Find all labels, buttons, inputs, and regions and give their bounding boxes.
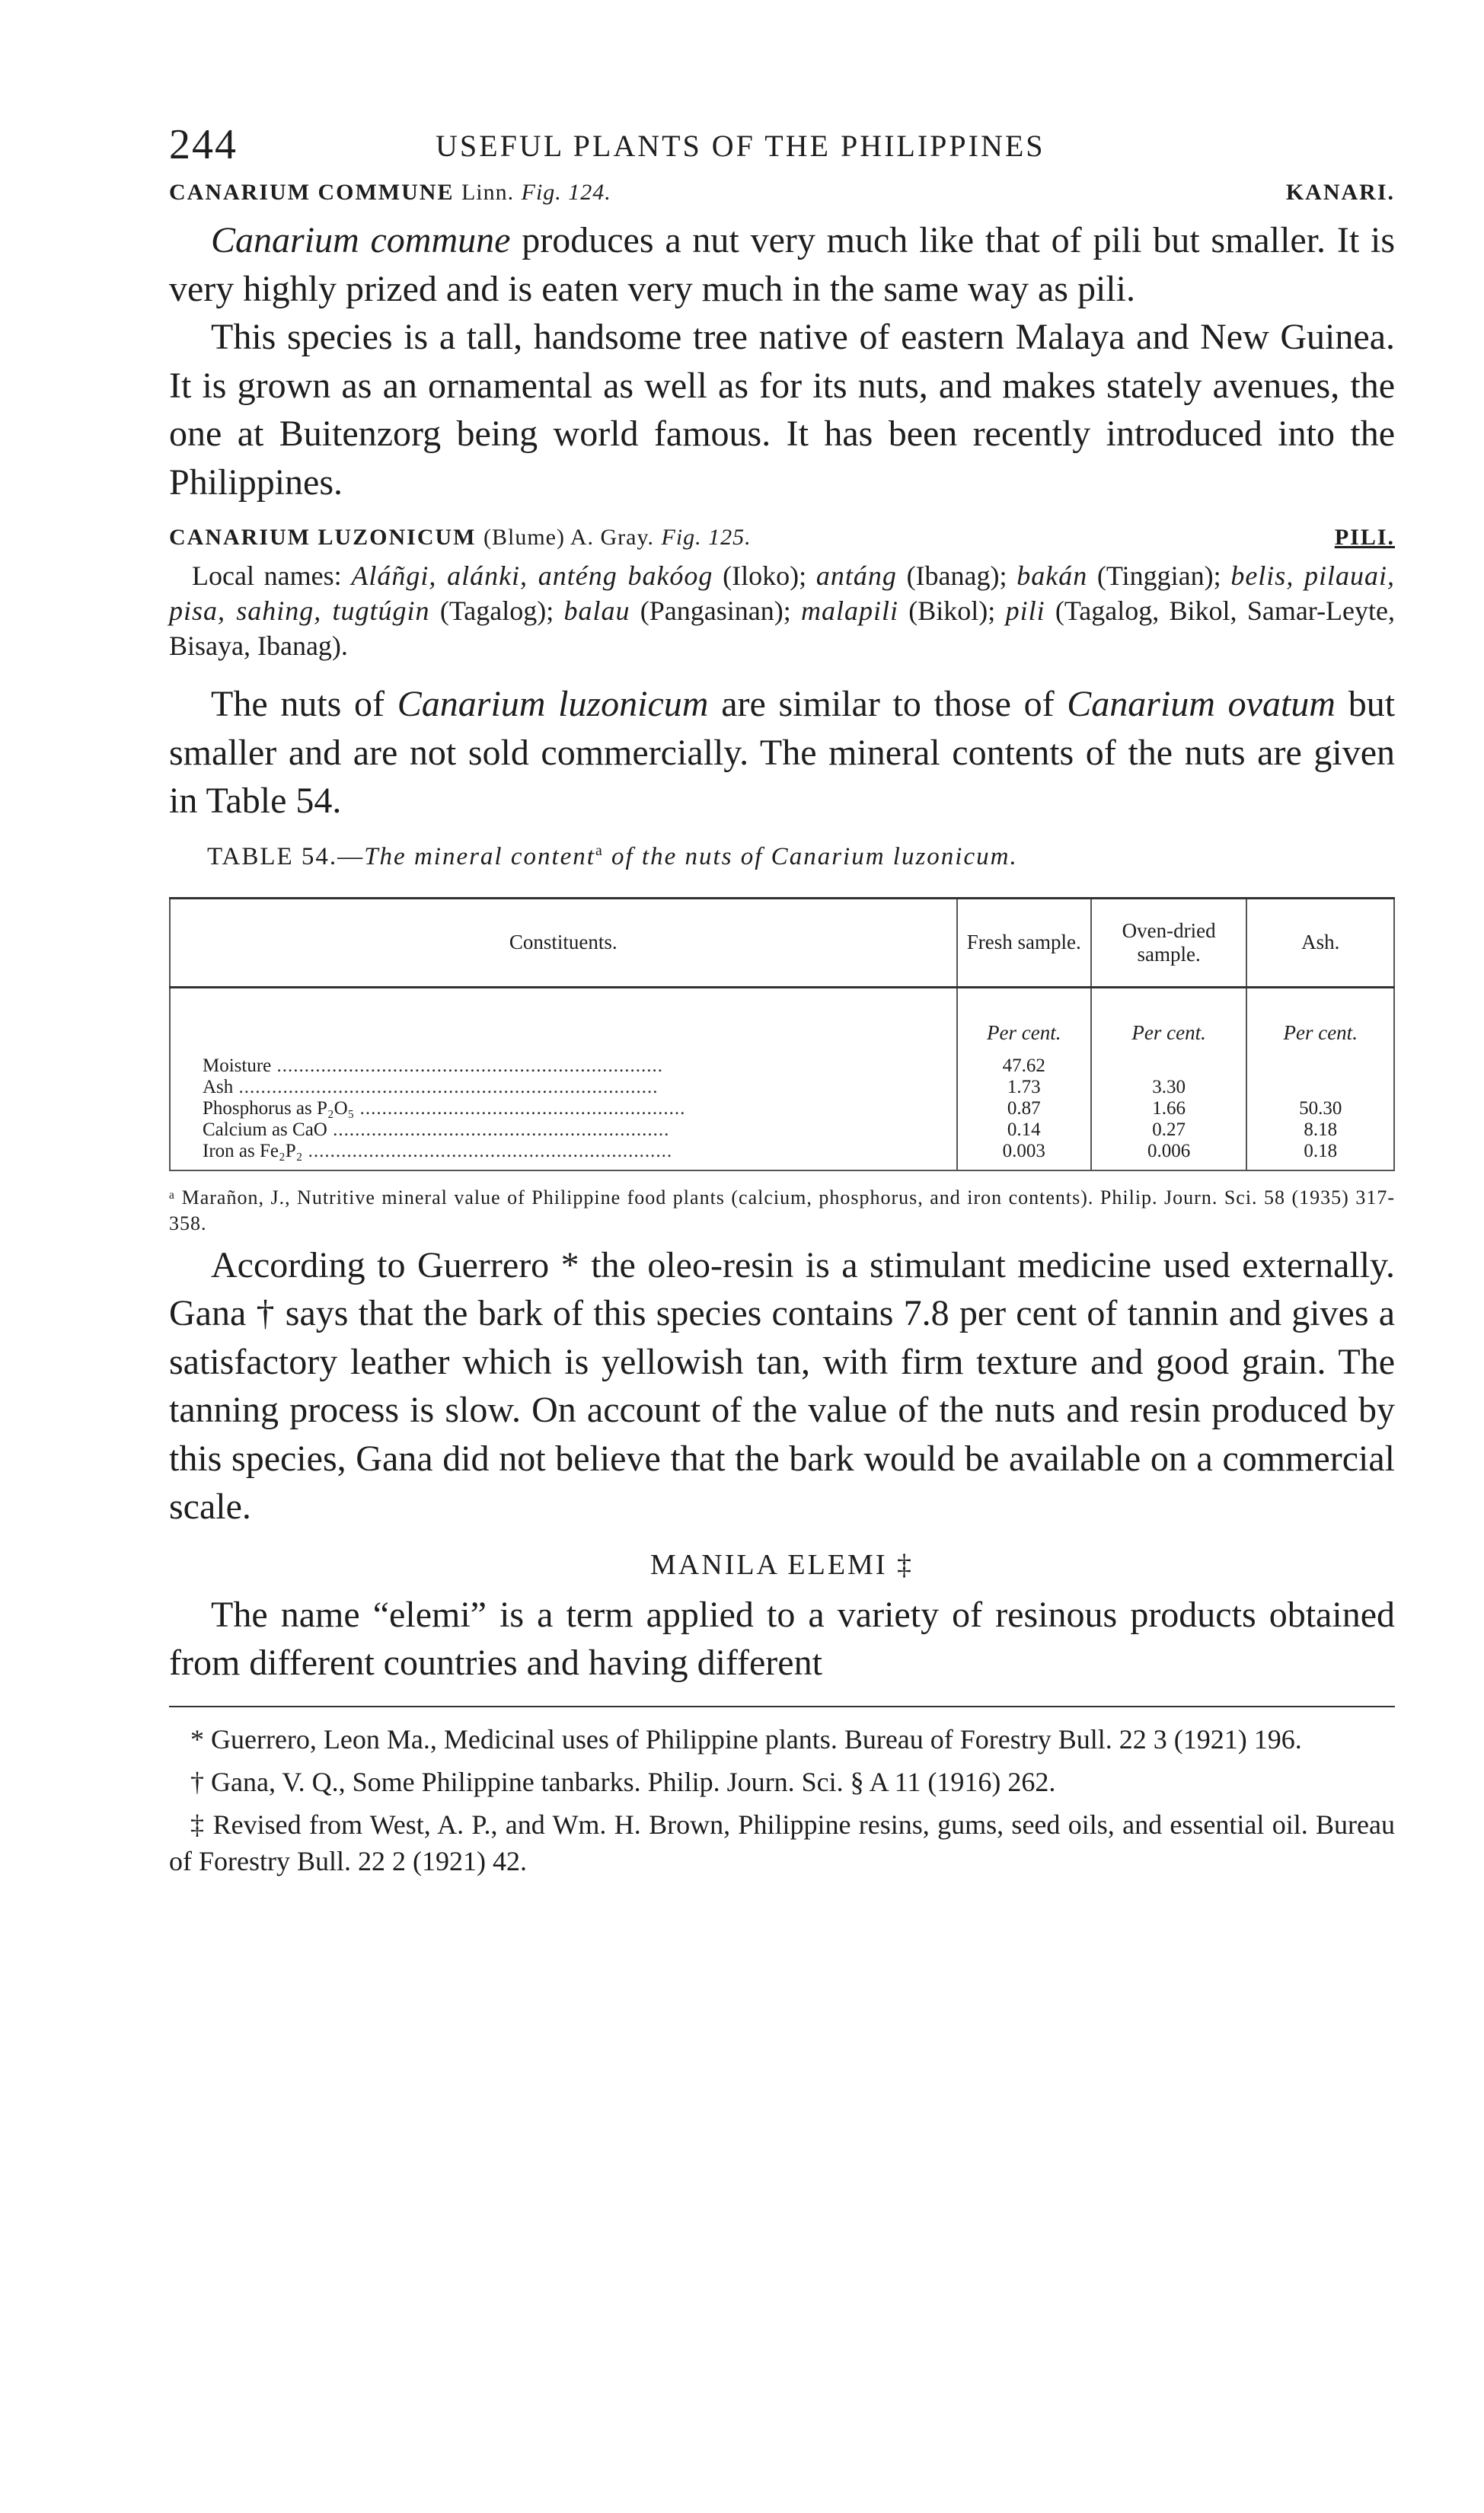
running-title: USEFUL PLANTS OF THE PHILIPPINES <box>436 129 1045 163</box>
footnote: * Guerrero, Leon Ma., Medicinal uses of Philippine plants. Bureau of Forestry Bull. 22 3 (1921) 196. <box>190 1723 1302 1755</box>
table-header-row <box>170 898 1394 987</box>
figure-reference: Fig. 125. <box>661 525 752 550</box>
section-title: MANILA ELEMI ‡ <box>650 1548 914 1581</box>
paragraph: The name “elemi” is a term applied to a variety of resinous products obtained from different countries and having different <box>169 1594 1395 1683</box>
document-page <box>169 107 1395 1879</box>
table-row: Calcium as CaO ............................................................. 0.14 0.27 8.18 <box>170 1119 1394 1141</box>
figure-reference: Fig. 124. <box>521 180 611 205</box>
footnote: ‡ Revised from West, A. P., and Wm. H. Brown, Philippine resins, gums, seed oils, and essential oil. Bureau of Forestry Bull. 22 2 (1921) 42. <box>169 1809 1395 1876</box>
units-row: Per cent. Per cent. Per cent. <box>170 987 1394 1055</box>
table-caption: TABLE 54.—The mineral content$^a$ of the nuts of Canarium luzonicum. <box>207 841 1018 870</box>
column-header: Fresh sample. <box>957 898 1091 987</box>
paragraph: Canarium commune produces a nut very much like that of pili but smaller. It is very highly prized and is eaten very much in the same way as pili. <box>169 220 1395 309</box>
paragraph: The nuts of Canarium luzonicum are similar to those of Canarium ovatum but smaller and are not sold commercially. The mineral contents of the nuts are given in Table 54. <box>169 684 1396 821</box>
page-number: 244 <box>169 121 238 168</box>
species-name: CANARIUM LUZONICUM <box>169 525 477 550</box>
table-row: Phosphorus as P₂O₅ ........................................................... 0.87 1.66 50.30 <box>170 1098 1394 1119</box>
table-footnote: ᵃ Marañon, J., Nutritive mineral value of Philippine food plants (calcium, phosphorus, and iron contents). Philip. Journ. Sci. 58 (1935) 317-358. <box>169 1186 1395 1234</box>
species-name: CANARIUM COMMUNE <box>169 180 455 205</box>
species-heading-kanari <box>169 172 1395 210</box>
page-header <box>169 107 1395 168</box>
species-authority: Linn. <box>461 180 515 205</box>
species-heading-pili <box>169 517 1395 555</box>
table-row: Moisture ...................................................................... 47.62 <box>170 1055 1394 1077</box>
footnote-divider <box>169 1706 1395 1707</box>
table-row: Iron as Fe₂P₂ .................................................................. 0.003 0.006 0.18 <box>170 1141 1394 1170</box>
paragraph: According to Guerrero * the oleo-resin is a stimulant medicine used externally. Gana † says that the bark of this species contains 7.8 per cent of tannin and gives a satisfactory leather which is yellowish tan, with firm texture and good grain. The tanning process is slow. On account of the value of the nuts and resin produced by this species, Gana did not believe that the bark would be available on a commercial scale. <box>169 1244 1395 1527</box>
local-names: Local names: Aláñgi, alánki, anténg bakóog (Iloko); antáng (Ibanag); bakán (Tinggian); belis, pilauai, pisa, sahing, tugtúgin (Tagalog); balau (Pangasinan); malapili (Bikol); pili (Tagalog, Bikol, Samar-Leyte, Bisaya, Ibanag). <box>169 560 1396 661</box>
table-row: Ash ............................................................................ 1.73 3.30 <box>170 1077 1394 1098</box>
footnote: † Gana, V. Q., Some Philippine tanbarks. Philip. Journ. Sci. § A 11 (1916) 262. <box>190 1766 1056 1797</box>
paragraph: This species is a tall, handsome tree native of eastern Malaya and New Guinea. It is grown as an ornamental as well as for its nuts, and makes stately avenues, the one at Buitenzorg being world famous. It has been recently introduced into the Philippines. <box>169 317 1395 503</box>
common-name: KANARI. <box>1285 180 1395 205</box>
column-header: Constituents. <box>170 898 957 987</box>
mineral-content-table <box>169 897 1395 1237</box>
column-header: Ash. <box>1246 898 1394 987</box>
common-name: PILI. <box>1334 525 1395 550</box>
species-authority: (Blume) A. Gray. <box>483 525 655 550</box>
column-header: Oven-dried sample. <box>1091 898 1247 987</box>
